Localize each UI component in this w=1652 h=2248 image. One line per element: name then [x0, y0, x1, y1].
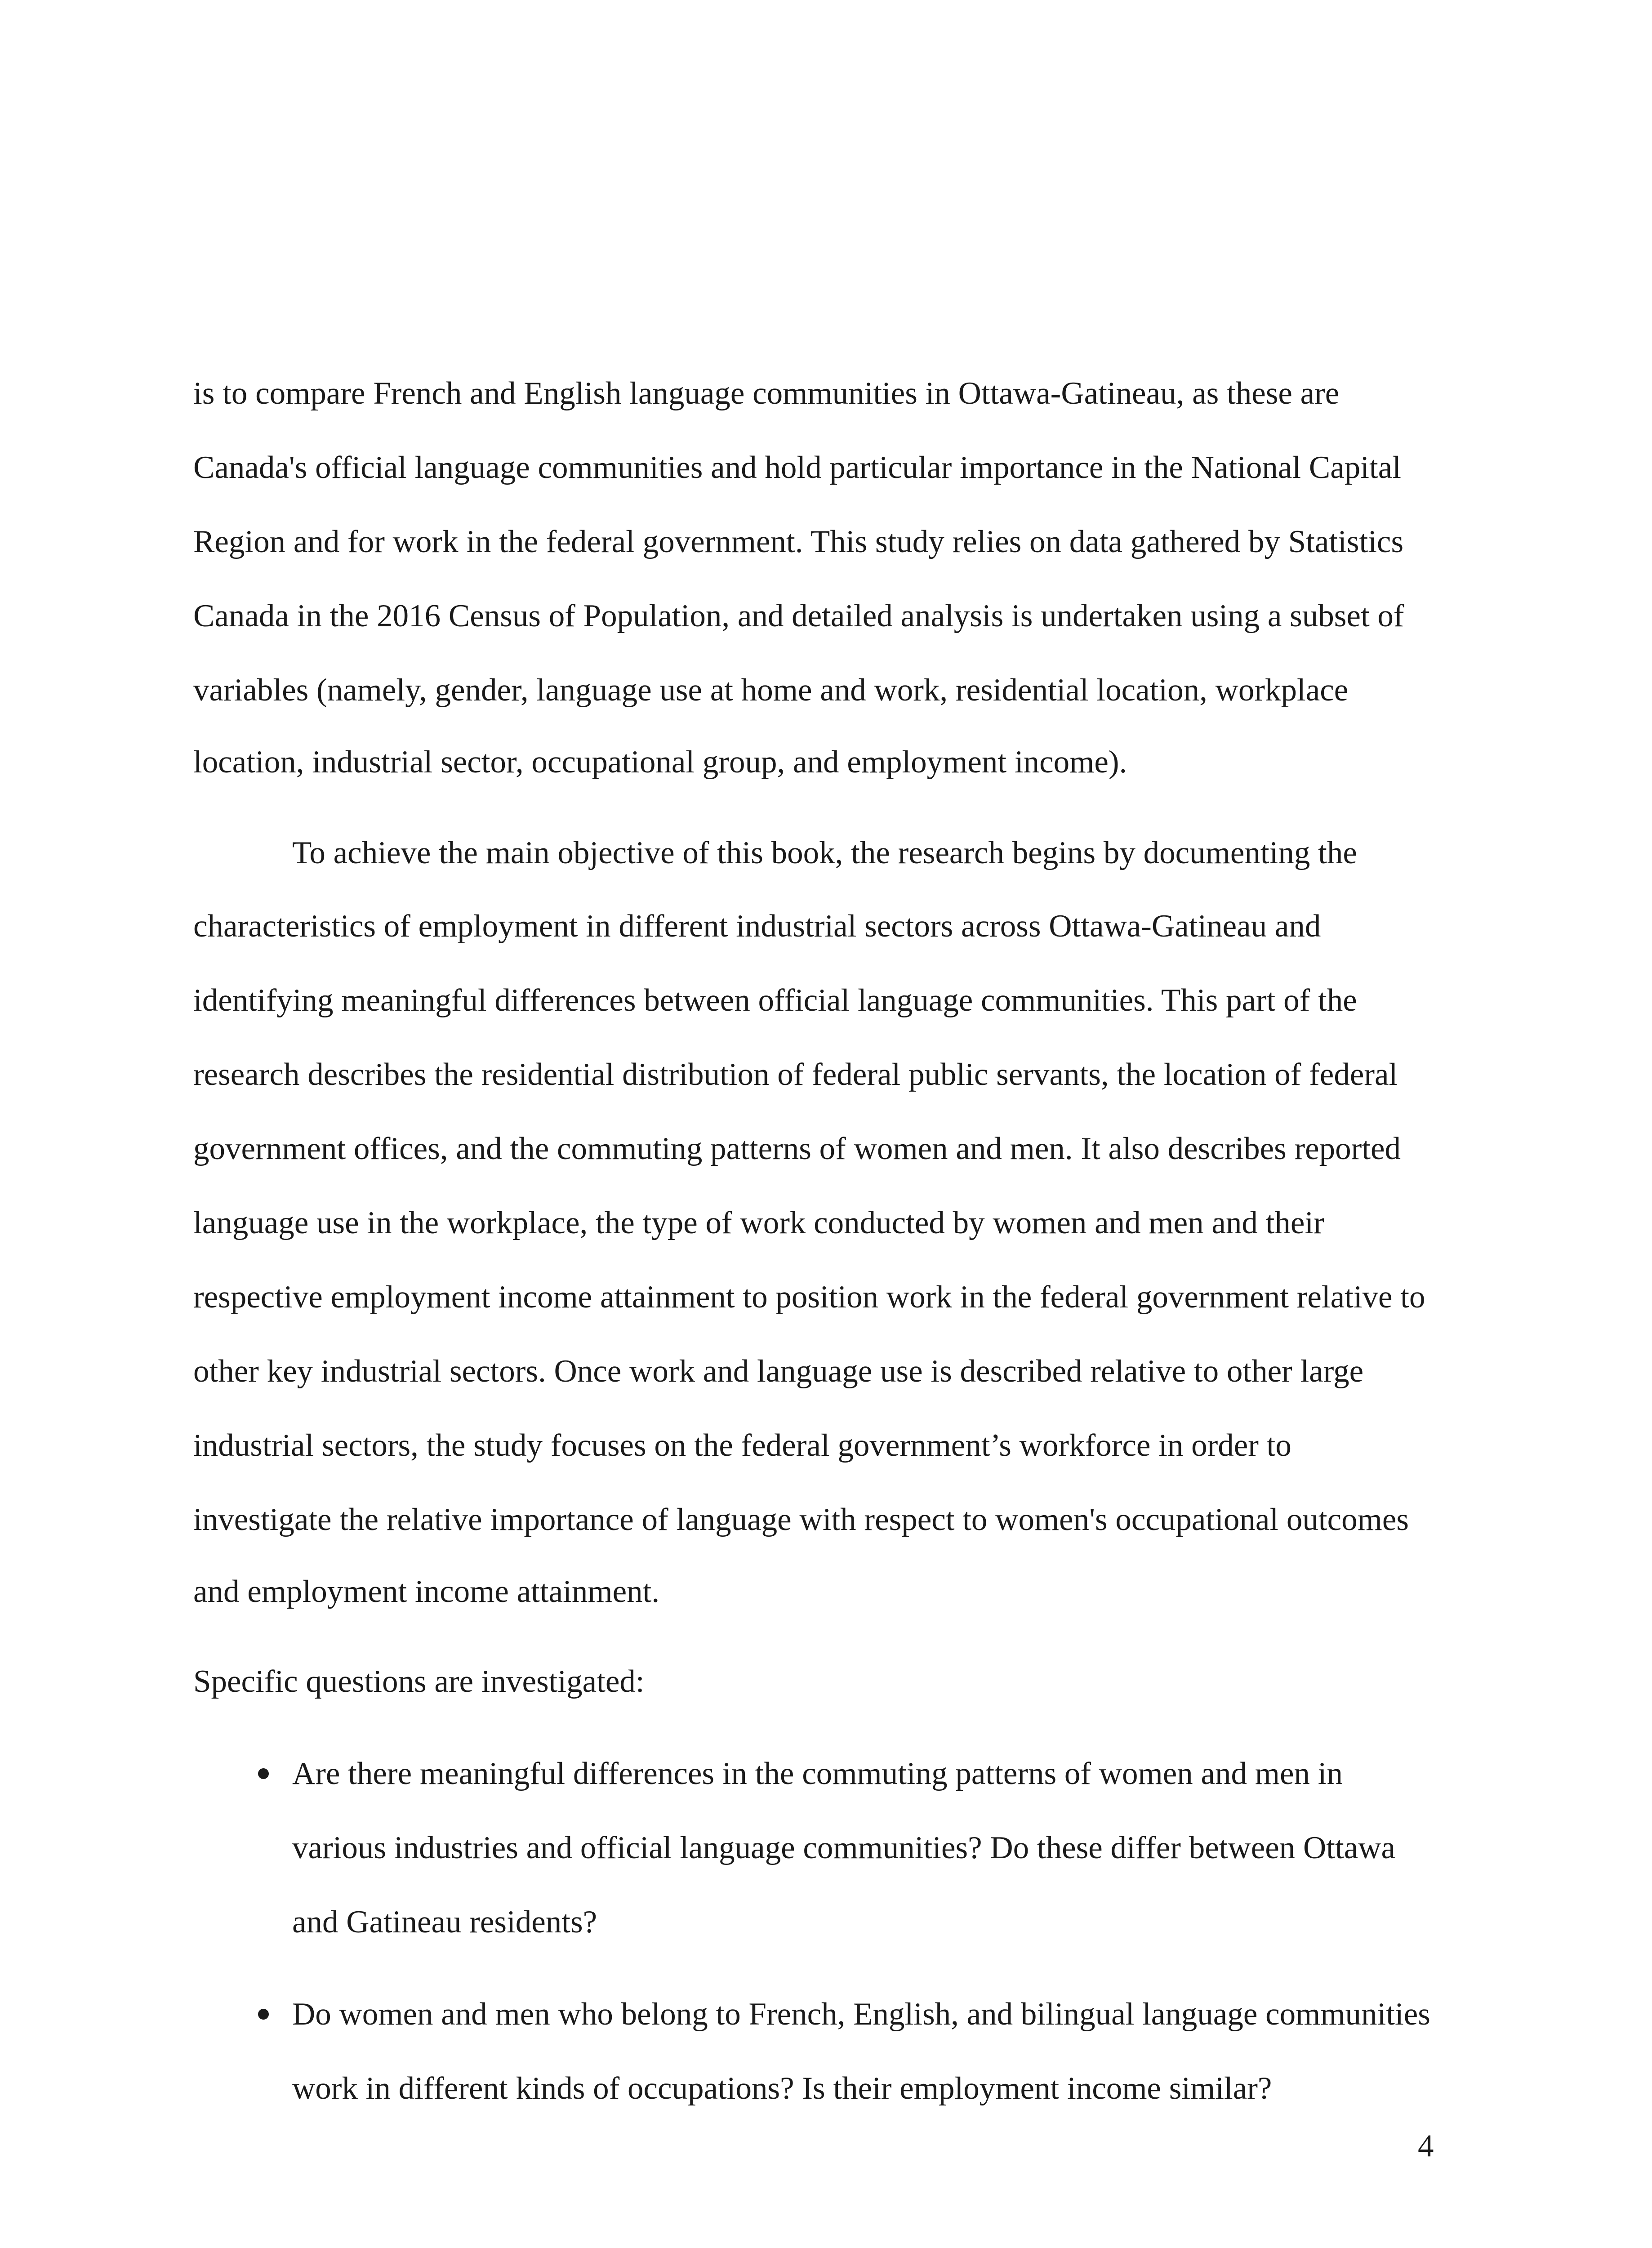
text-line: other key industrial sectors. Once work and language use is described relative to other large: [193, 1354, 1364, 1389]
text-line: Specific questions are investigated:: [193, 1664, 645, 1699]
text-line: characteristics of employment in different industrial sectors across Ottawa-Gatineau and: [193, 909, 1321, 944]
text-line: identifying meaningful differences between official language communities. This part of the: [193, 983, 1357, 1018]
bullet-icon: [258, 2009, 269, 2020]
text-line: location, industrial sector, occupational group, and employment income).: [193, 745, 1127, 780]
text-line: Canada in the 2016 Census of Population, and detailed analysis is undertaken using a subset of: [193, 598, 1404, 633]
text-line: investigate the relative importance of language with respect to women's occupational outcomes: [193, 1502, 1409, 1537]
text-line: is to compare French and English language communities in Ottawa-Gatineau, as these are: [193, 376, 1340, 411]
text-line: research describes the residential distribution of federal public servants, the location of federal: [193, 1057, 1398, 1092]
text-line: and employment income attainment.: [193, 1574, 660, 1609]
page-number: 4: [1418, 2128, 1434, 2163]
text-line: government offices, and the commuting patterns of women and men. It also describes reported: [193, 1131, 1401, 1166]
list-item-line: Are there meaningful differences in the commuting patterns of women and men in: [292, 1756, 1343, 1791]
text-line: respective employment income attainment to position work in the federal government relative to: [193, 1280, 1425, 1315]
text-line: Canada's official language communities and hold particular importance in the National Capital: [193, 450, 1401, 485]
list-item-line: and Gatineau residents?: [292, 1905, 597, 1940]
text-line: industrial sectors, the study focuses on the federal government’s workforce in order to: [193, 1428, 1291, 1463]
text-line: variables (namely, gender, language use at home and work, residential location, workplace: [193, 673, 1349, 708]
list-item-line: various industries and official language communities? Do these differ between Ottawa: [292, 1830, 1396, 1865]
text-line: To achieve the main objective of this book, the research begins by documenting the: [292, 835, 1357, 870]
bullet-icon: [258, 1768, 269, 1779]
list-item-line: work in different kinds of occupations? Is their employment income similar?: [292, 2071, 1272, 2106]
text-line: language use in the workplace, the type of work conducted by women and men and their: [193, 1205, 1324, 1240]
text-line: Region and for work in the federal government. This study relies on data gathered by Statistics: [193, 524, 1404, 559]
list-item-line: Do women and men who belong to French, English, and bilingual language communities: [292, 1997, 1430, 2032]
